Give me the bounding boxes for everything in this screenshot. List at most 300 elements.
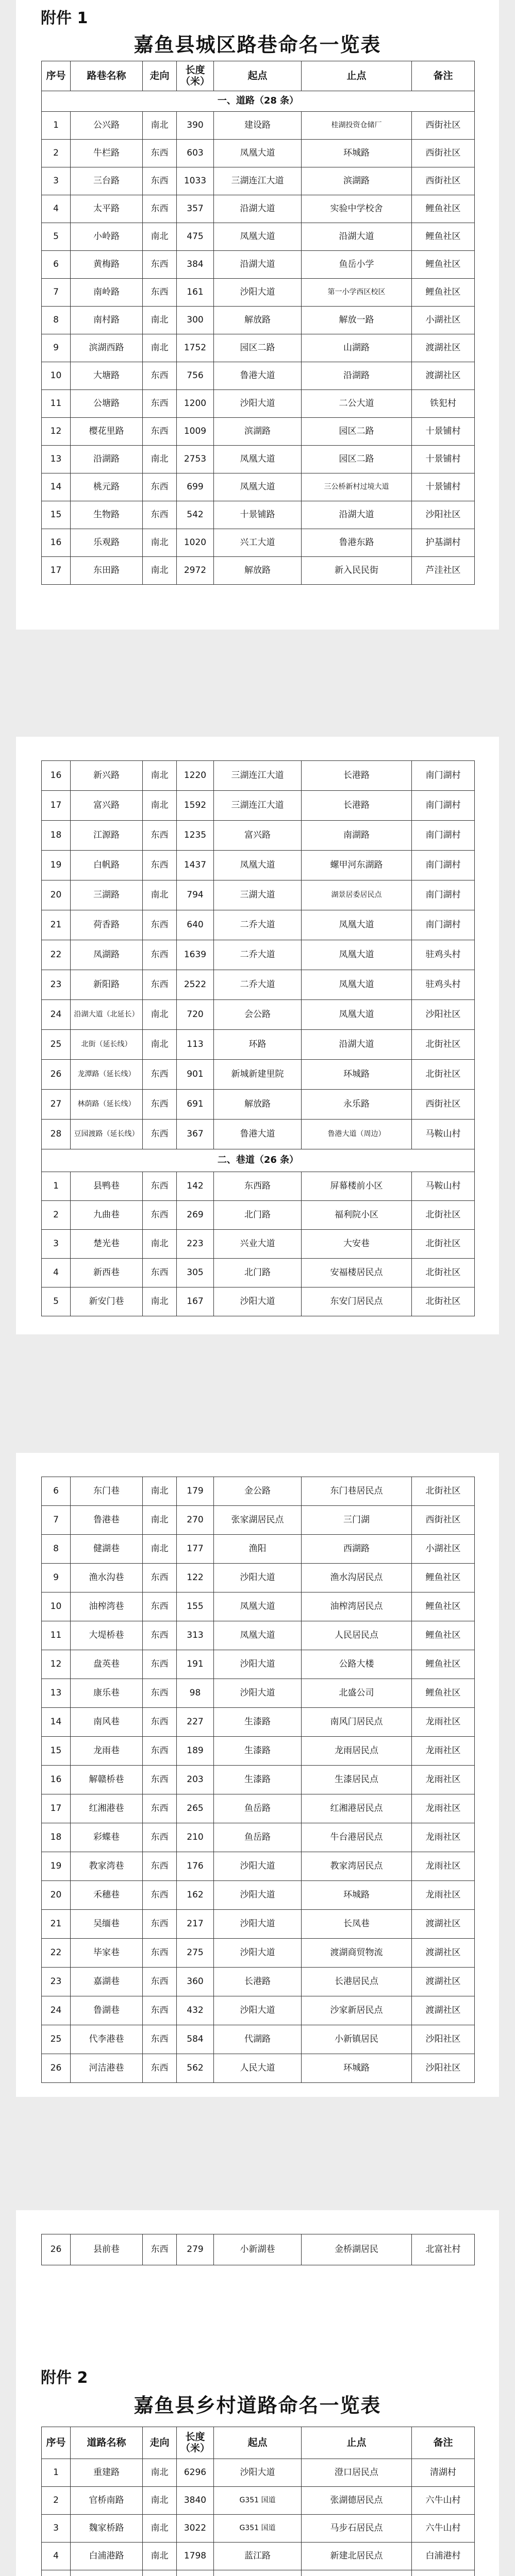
table-cell: 东西 [143,1679,177,1708]
table-cell: 东西 [143,1766,177,1794]
table-cell: 驻鸡头村 [412,970,475,1000]
table-cell: 东西 [143,2025,177,2054]
table-cell: 1 [42,1172,71,1201]
table-cell: 富兴路 [71,791,143,821]
table-cell: 1752 [177,334,214,362]
table-cell: 鲤鱼社区 [412,1621,475,1650]
table-cell: 滨湖路 [214,418,302,446]
table-cell: 南北 [143,307,177,334]
table-cell: 龙雨居民点 [302,1737,412,1766]
table-cell: 25 [42,2025,71,2054]
table-cell: 东西 [143,390,177,418]
table-cell: 西街社区 [412,1506,475,1535]
table-cell: 10 [42,1592,71,1621]
table-cell: 三门湖 [302,1506,412,1535]
table-cell: 公兴路 [71,112,143,140]
table-cell: 691 [177,1090,214,1120]
table-cell: 3 [42,2515,71,2543]
table-cell: 3022 [177,2515,214,2543]
table-cell: 凤凰大道 [302,940,412,970]
table-cell: 269 [177,1201,214,1230]
table-cell: 4 [42,2543,71,2570]
table-cell: 鲤鱼社区 [412,279,475,307]
table-cell: 东西路 [214,1172,302,1201]
table-cell: 25 [42,1030,71,1060]
table-cell: 龙雨社区 [412,1737,475,1766]
table-cell: 禾穗巷 [71,1881,143,1910]
table-cell: 兴业大道 [214,1230,302,1259]
table-cell: 305 [177,1259,214,1287]
table-cell: 6 [42,1477,71,1506]
table-cell: 沿湖路 [302,362,412,390]
table-cell: 鲁港大道 [214,362,302,390]
table-cell: 渡湖社区 [412,362,475,390]
table-row [42,112,475,140]
table-cell: 603 [177,140,214,167]
table-cell: 东西 [143,1564,177,1592]
table-cell: 东西 [143,1996,177,2025]
table-cell: 10 [42,362,71,390]
table-cell: 实验中学校舍 [302,195,412,223]
table-cell: 东西 [143,1881,177,1910]
table-cell: 南北 [143,2515,177,2543]
table-row [42,1120,475,1149]
table-cell: 142 [177,1172,214,1201]
table-cell: 东西 [143,1621,177,1650]
table-cell: 生漆路 [214,1766,302,1794]
table-cell: 第一小学西区校区 [302,279,412,307]
table-cell: 龙雨社区 [412,1708,475,1737]
table-cell: 解放路 [214,1090,302,1120]
table-row [42,2025,475,2054]
table-row [42,1090,475,1120]
table-cell: 794 [177,880,214,910]
table-cell: 357 [177,195,214,223]
table-cell: 渡湖社区 [412,1996,475,2025]
table-cell: 21 [42,1910,71,1939]
table-cell: 1220 [177,761,214,791]
table-cell: 3840 [177,2487,214,2515]
table-cell: 22 [42,1939,71,1968]
table-cell: 新入民民街 [302,557,412,585]
table-cell: 南北 [143,761,177,791]
table-cell: 东西 [143,1910,177,1939]
table-cell: 豆园渡路（延长线） [71,1120,143,1149]
table-cell: 鱼岳路 [214,1823,302,1852]
table-cell: 2753 [177,446,214,473]
table-cell: 167 [177,1287,214,1316]
document-title-2: 嘉鱼县乡村道路命名一览表 [134,2394,381,2417]
table-cell: 会公路 [214,1000,302,1030]
table-cell: 油榨湾居民点 [302,1592,412,1621]
table-cell: 解放路 [214,557,302,585]
table-cell: 鲁港巷 [71,1506,143,1535]
table-cell: 代李港巷 [71,2025,143,2054]
table-cell: 渡湖社区 [412,1968,475,1996]
table-cell: 179 [177,1477,214,1506]
table-cell: 嘉湖巷 [71,1968,143,1996]
column-header: 走向 [143,2427,177,2459]
table-cell: 马鞍山村 [412,1120,475,1149]
table-cell: 龙雨社区 [412,1881,475,1910]
table-cell: 南风巷 [71,1708,143,1737]
table-cell: 环城路 [302,1881,412,1910]
table-cell: 东西 [143,362,177,390]
table-cell: 3 [42,1230,71,1259]
table-cell: 凤凰大道 [214,473,302,501]
table-cell: 六牛山村 [412,2487,475,2515]
table-cell: 南北 [143,334,177,362]
table-cell: 魏家桥路 [71,2515,143,2543]
table-cell: 教家湾居民点 [302,1852,412,1881]
table-cell: 樱花里路 [71,418,143,446]
table-cell: 12 [42,1650,71,1679]
table-cell: 南门湖村 [412,821,475,851]
table-cell: 720 [177,1000,214,1030]
table-cell: 新阳路 [71,970,143,1000]
table-cell: 1020 [177,529,214,557]
table-cell: 210 [177,1823,214,1852]
table-cell: 滨湖路 [302,167,412,195]
table-cell: 东西 [143,473,177,501]
table-cell: 313 [177,1621,214,1650]
table-cell: 东西 [143,1172,177,1201]
lanes-table-part2 [41,1477,475,2083]
table-row [42,2459,475,2487]
table-cell: 19 [42,1852,71,1881]
table-cell: 南北 [143,1535,177,1564]
table-cell: 东西 [143,821,177,851]
table-cell: 16 [42,1766,71,1794]
table-cell: 沙阳大道 [214,1679,302,1708]
table-cell: 福利院小区 [302,1201,412,1230]
table-cell: 人民居民点 [302,1621,412,1650]
table-cell: 384 [177,251,214,279]
table-row [42,761,475,791]
table-cell: 西街社区 [412,140,475,167]
table-cell: 牛台港居民点 [302,1823,412,1852]
table-cell: 小岭路 [71,223,143,251]
table-cell: 生漆路 [214,1737,302,1766]
table-cell: 三湖连江大道 [214,791,302,821]
table-cell: 三湖路 [71,880,143,910]
table-cell: 张家湖居民点 [214,1506,302,1535]
table-cell: 7 [42,1506,71,1535]
page-2 [16,737,499,1334]
table-row [42,1852,475,1881]
table-cell: 1592 [177,791,214,821]
table-cell: 432 [177,1996,214,2025]
table-row [42,1030,475,1060]
table-cell: 六牛山村 [412,2515,475,2543]
column-header: 序号 [42,61,71,91]
table-cell: 沙阳大道 [214,2459,302,2487]
table-cell: 300 [177,307,214,334]
table-cell: 98 [177,1679,214,1708]
column-header: 备注 [412,61,475,91]
table-cell: 十景铺路 [214,501,302,529]
column-header: 序号 [42,2427,71,2459]
table-row [42,1823,475,1852]
table-cell: 东西 [143,251,177,279]
table-cell: 542 [177,501,214,529]
table-cell: 南村路 [71,307,143,334]
table-cell: 二乔大道 [214,940,302,970]
table-cell: 南门湖村 [412,791,475,821]
table-row [42,195,475,223]
table-cell: 155 [177,1592,214,1621]
table-cell: 长港路 [302,761,412,791]
table-cell: 28 [42,1120,71,1149]
table-cell: 太平路 [71,195,143,223]
table-cell: 217 [177,1910,214,1939]
table-cell: 白浦港村 [412,2543,475,2570]
table-cell: 13 [42,1679,71,1708]
table-cell: 沙阳社区 [412,2054,475,2083]
table-cell: 西街社区 [412,1090,475,1120]
table-cell: 沙阳大道 [214,1881,302,1910]
table-cell: 23 [42,1968,71,1996]
table-cell: 279 [177,2234,214,2265]
table-cell: 鲤鱼社区 [412,195,475,223]
table-cell: 227 [177,1708,214,1737]
table-cell: 红湘港居民点 [302,1794,412,1823]
table-cell: 699 [177,473,214,501]
table-cell: 康乐巷 [71,1679,143,1708]
table-cell: 东西 [143,1823,177,1852]
table-cell: 南北 [143,446,177,473]
roads-table-part1 [41,61,475,585]
table-row [42,2570,475,2576]
table-cell: 16 [42,529,71,557]
table-cell: 2522 [177,970,214,1000]
page-1 [16,0,499,630]
table-cell: 龙雨社区 [412,1794,475,1823]
table-cell: 东西 [143,851,177,880]
table-cell: 桃元路 [71,473,143,501]
table-cell: 凤凰大道 [214,446,302,473]
table-cell: 县鸭巷 [71,1172,143,1201]
table-cell: 沿湖路 [71,446,143,473]
table-cell: 1200 [177,390,214,418]
table-cell: 鲤鱼社区 [412,251,475,279]
table-cell: 东西 [143,1737,177,1766]
table-row [42,557,475,585]
table-row [42,334,475,362]
table-cell: 三湖连江大道 [214,167,302,195]
table-cell: 南岭路 [71,279,143,307]
table-cell: 161 [177,279,214,307]
table-cell: 19 [42,851,71,880]
table-cell: 楚光巷 [71,1230,143,1259]
table-cell: 吴缅巷 [71,1910,143,1939]
document-title: 嘉鱼县城区路巷命名一览表 [134,33,381,56]
table-cell: 南北 [143,1030,177,1060]
table-cell: 小新湖巷 [214,2234,302,2265]
table-cell: 园区二路 [214,334,302,362]
table-cell: 9 [42,334,71,362]
table-cell: 解放一路 [302,307,412,334]
table-cell: 西街社区 [412,167,475,195]
table-cell: 三湖大道 [214,880,302,910]
table-row [42,167,475,195]
table-cell: 南北 [143,2459,177,2487]
table-cell: 南北 [143,880,177,910]
table-cell: 1009 [177,418,214,446]
column-header: 走向 [143,61,177,91]
table-row [42,446,475,473]
table-row [42,2487,475,2515]
table-cell: 南北 [143,557,177,585]
table-cell: 建设路 [214,112,302,140]
table-cell: 重建路 [71,2459,143,2487]
table-row [42,501,475,529]
column-header: 道路名称 [71,2427,143,2459]
table-cell: 北街社区 [412,1201,475,1230]
table-cell: 20 [42,1881,71,1910]
table-cell: 长港路 [214,1968,302,1996]
table-cell: 大安巷 [302,1230,412,1259]
column-header: 长度（米） [177,2427,214,2459]
table-row [42,1621,475,1650]
table-cell: 东西 [143,1259,177,1287]
table-cell: 367 [177,1120,214,1149]
column-header: 起点 [214,2427,302,2459]
table-row [42,880,475,910]
table-cell: 191 [177,1650,214,1679]
table-row [42,1060,475,1090]
table-cell: 解放路 [214,307,302,334]
table-cell: 环城路 [302,2054,412,2083]
table-row [42,1996,475,2025]
table-cell: 东门巷 [71,1477,143,1506]
table-cell: 8 [42,307,71,334]
table-cell: 蓝江路 [214,2543,302,2570]
table-cell: 1 [42,112,71,140]
table-cell: 26 [42,1060,71,1090]
table-cell: 三公桥新村过境大道 [302,473,412,501]
table-cell: 6 [42,251,71,279]
table-cell: 475 [177,223,214,251]
column-header: 止点 [302,2427,412,2459]
table-cell: 马鞍山村 [412,1172,475,1201]
table-cell: 1798 [177,2543,214,2570]
column-header: 止点 [302,61,412,91]
table-cell: 113 [177,1030,214,1060]
roads-table-part2 [41,760,475,1316]
table-cell: 沙阳大道 [214,1996,302,2025]
table-cell: 长港居民点 [302,1968,412,1996]
table-cell: 清湖村 [412,2459,475,2487]
table-cell: 滨湖西路 [71,334,143,362]
table-cell: 东西 [143,970,177,1000]
table-cell: 龙雨社区 [412,1852,475,1881]
table-cell: 官桥南路 [71,2487,143,2515]
table-cell: 新安门巷 [71,1287,143,1316]
table-cell: G351 国道 [214,2487,302,2515]
table-cell: 山湖路 [302,334,412,362]
table-cell: 3 [42,167,71,195]
table-cell: 江源路 [71,821,143,851]
table-row [42,1939,475,1968]
table-row [42,940,475,970]
table-cell: 人民大道 [214,2054,302,2083]
table-cell: 沙阳大道 [214,1910,302,1939]
table-row [42,1881,475,1910]
table-row [42,2234,475,2265]
table-cell: 十景铺村 [412,418,475,446]
table-cell: 大塘路 [71,362,143,390]
table-cell: 油榨湾巷 [71,1592,143,1621]
table-cell: 901 [177,1060,214,1090]
table-cell: 龙雨巷 [71,1737,143,1766]
table-cell: 彩蝶巷 [71,1823,143,1852]
table-cell: 沿湖大道 [302,501,412,529]
table-cell: 沿湖大道 [302,1030,412,1060]
table-cell: 南北 [143,1287,177,1316]
table-row [42,1679,475,1708]
table-row [42,791,475,821]
table-cell: 毕家巷 [71,1939,143,1968]
table-row [42,2054,475,2083]
table-cell: 鲁湖巷 [71,1996,143,2025]
table-cell: 渡湖社区 [412,334,475,362]
table-row [42,821,475,851]
table-cell: 15 [42,501,71,529]
table-cell: 189 [177,1737,214,1766]
table-cell: 7 [42,279,71,307]
table-cell: 22 [42,940,71,970]
table-cell: 6296 [177,2459,214,2487]
table-cell: 沿湖大道 [214,251,302,279]
table-cell: 东西 [143,279,177,307]
table-cell: 桂湖投资仓储厂 [302,112,412,140]
table-cell: 沙家新居民点 [302,1996,412,2025]
table-row [42,529,475,557]
page-3 [16,1453,499,2097]
table-cell: 芦洼社区 [412,557,475,585]
table-cell: 南北 [143,223,177,251]
table-row [42,1910,475,1939]
table-cell: 富兴路 [214,821,302,851]
table-cell: 二乔大道 [214,910,302,940]
table-cell: 园区二路 [302,418,412,446]
table-cell: 26 [42,2234,71,2265]
table-cell: 东西 [143,501,177,529]
table-cell [214,2570,302,2576]
table-cell: 新城新建里院 [214,1060,302,1090]
page-4 [16,2210,499,2576]
table-cell: 鱼岳路 [214,1794,302,1823]
table-cell: 东西 [143,1939,177,1968]
table-cell: 驻鸡头村 [412,940,475,970]
table-cell: 西湖路 [302,1535,412,1564]
table-row [42,1000,475,1030]
table-cell: 螺甲河东湖路 [302,851,412,880]
table-cell: 27 [42,1090,71,1120]
table-cell: 390 [177,112,214,140]
table-cell: 南门湖村 [412,761,475,791]
table-cell: 东安门居民点 [302,1287,412,1316]
table-cell: 223 [177,1230,214,1259]
table-cell: 渔阳 [214,1535,302,1564]
table-cell: 4 [42,1259,71,1287]
table-row [42,1592,475,1621]
table-cell: 23 [42,970,71,1000]
table-cell: 南北 [143,1000,177,1030]
table-cell: 新兴路 [71,761,143,791]
table-cell: 17 [42,1794,71,1823]
